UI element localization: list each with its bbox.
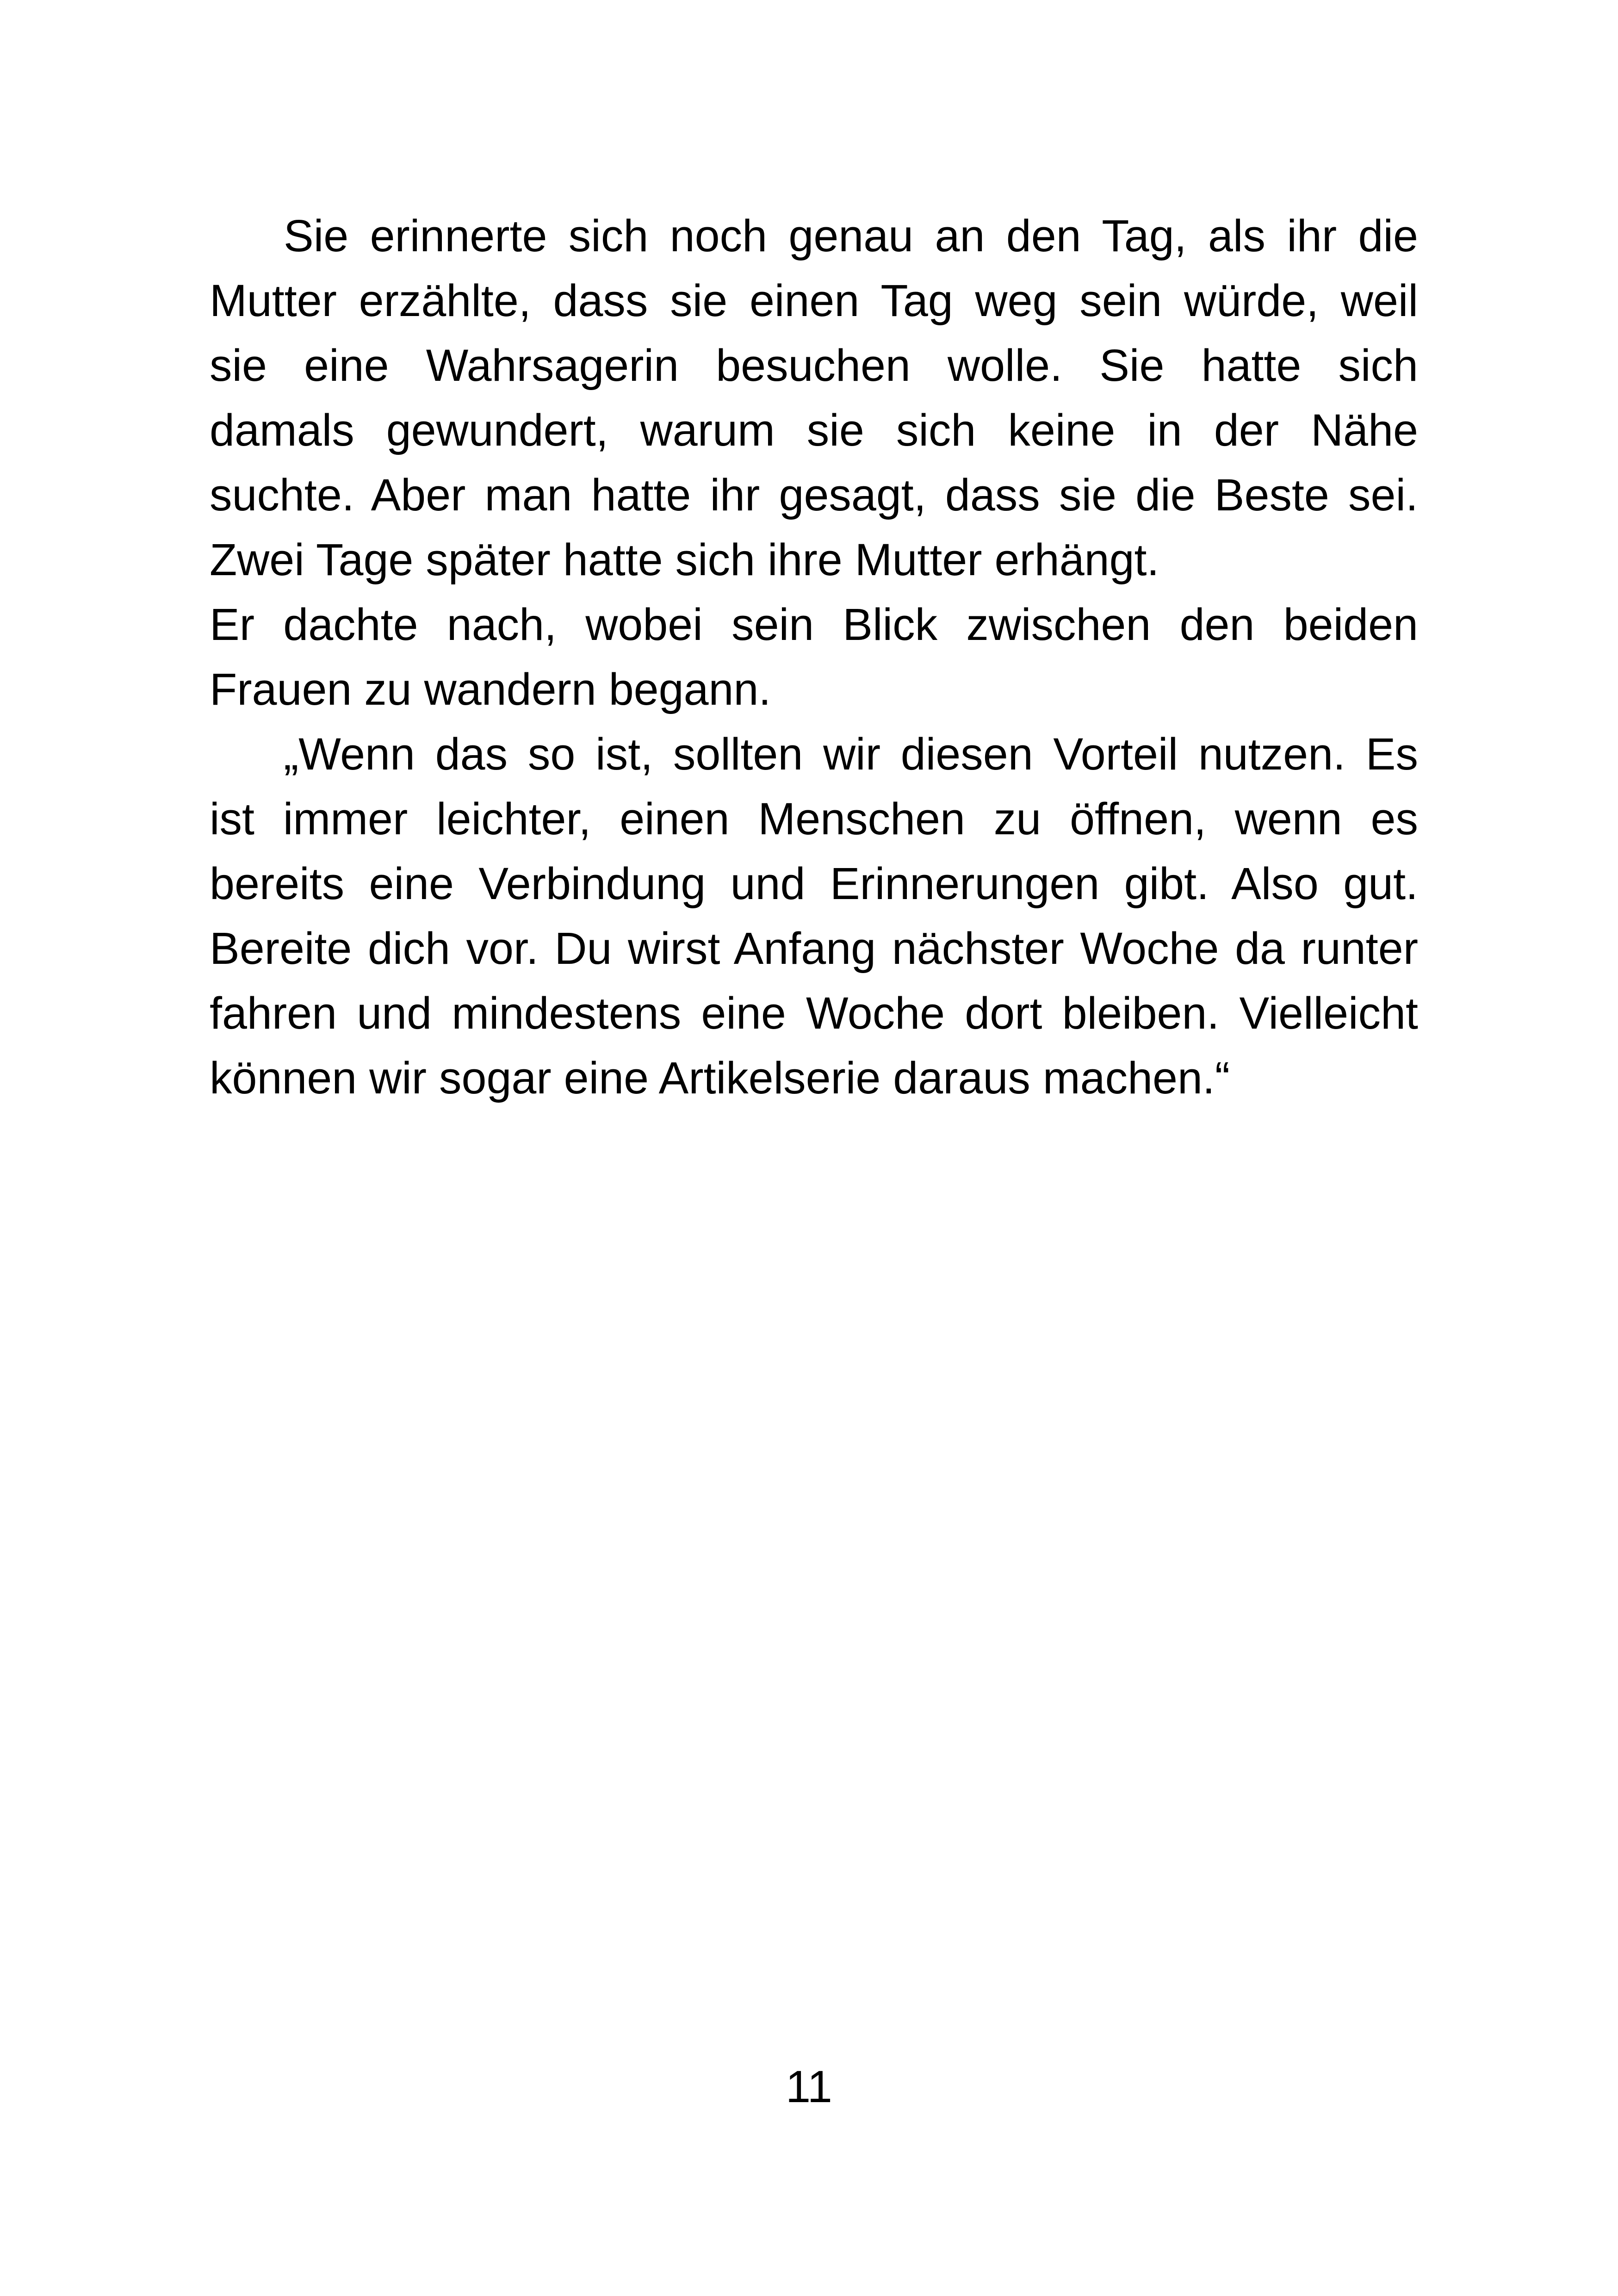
text-line: Bereite dich vor. Du wirst Anfang nächster Woche da runter <box>210 923 1418 974</box>
text-line: „Wenn das so ist, sollten wir diesen Vorteil nutzen. Es <box>284 729 1418 779</box>
text-line: sie eine Wahrsagerin besuchen wolle. Sie hatte sich <box>210 340 1418 391</box>
text-line: Frauen zu wandern begann. <box>210 664 771 714</box>
text-line: ist immer leichter, einen Menschen zu öffnen, wenn es <box>210 794 1418 844</box>
text-line: können wir sogar eine Artikelserie daraus machen.“ <box>210 1053 1230 1103</box>
body-text <box>210 204 1418 1111</box>
text-line: Er dachte nach, wobei sein Blick zwischen den beiden <box>210 599 1418 650</box>
text-line: Mutter erzählte, dass sie einen Tag weg sein würde, weil <box>210 275 1418 326</box>
text-line: suchte. Aber man hatte ihr gesagt, dass sie die Beste sei. <box>210 470 1418 520</box>
text-line: fahren und mindestens eine Woche dort bleiben. Vielleicht <box>210 988 1418 1038</box>
text-line: bereits eine Verbindung und Erinnerungen gibt. Also gut. <box>210 858 1418 909</box>
text-line: damals gewundert, warum sie sich keine in der Nähe <box>210 405 1418 455</box>
text-line: Zwei Tage später hatte sich ihre Mutter erhängt. <box>210 534 1159 585</box>
text-line: Sie erinnerte sich noch genau an den Tag, als ihr die <box>284 211 1418 261</box>
page-number: 11 <box>786 2061 832 2112</box>
